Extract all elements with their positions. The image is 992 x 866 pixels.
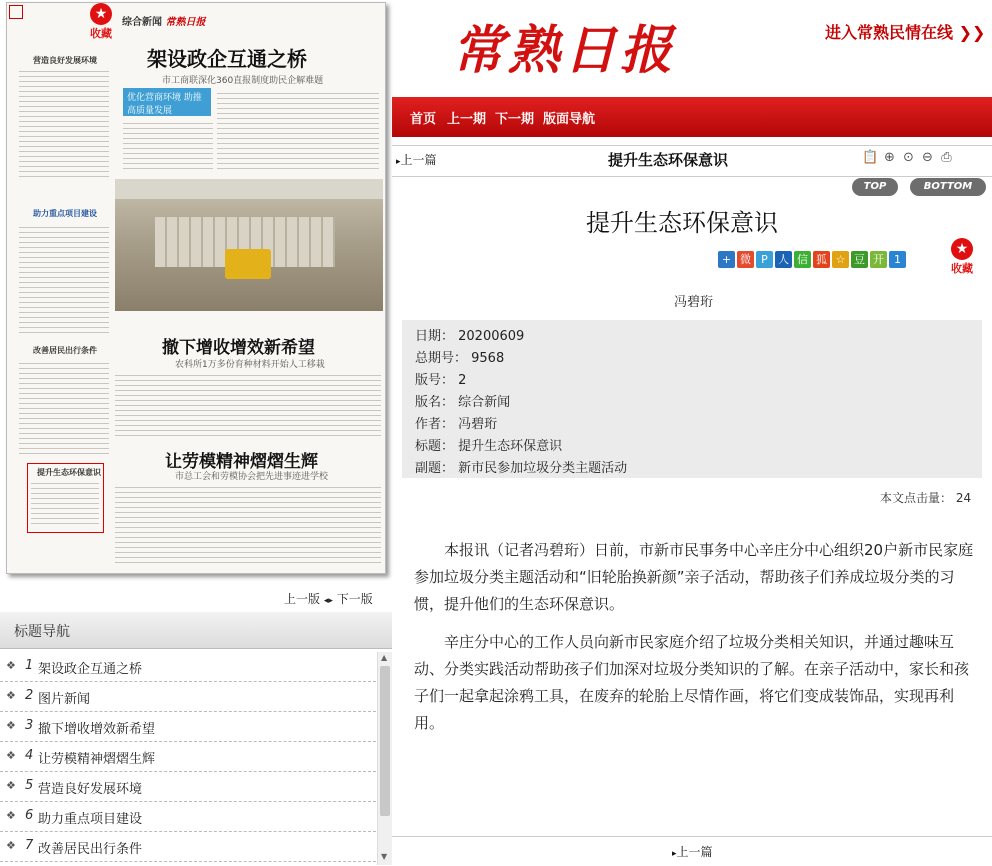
- wechat-icon[interactable]: 信: [794, 251, 811, 268]
- text-column: [19, 361, 109, 457]
- nav-list-item[interactable]: ❖ 7 改善居民出行条件: [0, 832, 376, 862]
- bullet-icon: ❖: [6, 659, 16, 672]
- nav-list-item[interactable]: ❖ 6 助力重点项目建设: [0, 802, 376, 832]
- paper-header: 综合新闻 常熟日报: [122, 17, 206, 28]
- meta-issue-no: 总期号： 9568: [415, 351, 505, 366]
- side-story-title: 助力重点项目建设: [33, 209, 97, 218]
- nav-scrollbar[interactable]: [377, 652, 392, 865]
- share-one-icon[interactable]: 1: [889, 251, 906, 268]
- bottom-button[interactable]: BOTTOM: [910, 178, 986, 196]
- paper-headline3: 让劳模精神熠熠生辉: [165, 452, 318, 472]
- share-icons: [718, 248, 908, 268]
- next-page-link[interactable]: 下一版: [336, 592, 373, 606]
- site-logo[interactable]: 常熟日报: [452, 20, 677, 81]
- paper-subheadline2: 农科所1万多份育种材料开始人工移栽: [175, 360, 325, 370]
- article-paragraph: 辛庄分中心的工作人员向新市民家庭介绍了垃圾分类相关知识，并通过趣味互动、分类实践活动帮助孩子们加深对垃圾分类知识的了解。在亲子活动中，家长和孩子们一起拿起涂鸦工具，在废弃的轮胎上尽情作画，将它们变成装饰品，实现再利用。: [414, 633, 970, 732]
- meta-title: 标题： 提升生态环保意识: [415, 439, 563, 454]
- paper-headline: 架设政企互通之桥: [147, 47, 307, 71]
- prev-article-link[interactable]: ▸上一篇: [396, 153, 437, 167]
- side-story-title: 营造良好发展环境: [33, 56, 97, 65]
- collect-label: 收藏: [951, 262, 973, 275]
- bullet-icon: ❖: [6, 839, 16, 852]
- page-pager: [284, 590, 373, 607]
- share-kaixin-icon[interactable]: 开: [870, 251, 887, 268]
- scroll-up-icon[interactable]: ▲: [381, 653, 388, 662]
- main-nav: [392, 97, 992, 137]
- nav-prev-issue[interactable]: 上一期: [447, 112, 487, 127]
- meta-date: 日期： 20200609: [415, 329, 525, 344]
- zoom-in-icon[interactable]: ⊕: [884, 150, 895, 165]
- text-column: [123, 121, 213, 173]
- notepad-icon[interactable]: 📋: [862, 150, 879, 165]
- text-column: [19, 225, 109, 335]
- share-plus-icon[interactable]: +: [718, 251, 735, 268]
- article-author: 冯碧珩: [674, 295, 714, 310]
- scroll-down-icon[interactable]: ▼: [381, 852, 388, 861]
- expand-icon[interactable]: [9, 5, 23, 19]
- paper-subheadline: 市工商联深化360直报制度助民企解难题: [162, 76, 324, 86]
- title-nav-list: [0, 652, 376, 862]
- paper-preview-area: [0, 0, 392, 605]
- text-column: [115, 373, 381, 439]
- share-sohu-icon[interactable]: 狐: [813, 251, 830, 268]
- prev-article-link-bottom[interactable]: ▸上一篇: [672, 845, 713, 859]
- pager-arrows-icon: ◂▸: [323, 596, 333, 606]
- article-meta: [402, 320, 982, 478]
- meta-author: 作者： 冯碧珩: [415, 417, 498, 432]
- hit-count: 本文点击量： 24: [880, 491, 972, 505]
- douban-icon[interactable]: 豆: [851, 251, 868, 268]
- nav-home[interactable]: 首页: [410, 112, 437, 127]
- share-qzone-icon[interactable]: P: [756, 251, 773, 268]
- share-star-icon[interactable]: ☆: [832, 251, 849, 268]
- text-column: [19, 69, 109, 179]
- collect-label: 收藏: [90, 27, 112, 40]
- nav-list-item[interactable]: ❖ 5 营造良好发展环境: [0, 772, 376, 802]
- zoom-reset-icon[interactable]: ⊙: [903, 150, 914, 165]
- bullet-icon: ❖: [6, 809, 16, 822]
- star-icon: ★: [951, 238, 973, 260]
- live-link[interactable]: 进入常熟民情在线 ❯❯: [825, 23, 986, 42]
- weibo-icon[interactable]: 微: [737, 251, 754, 268]
- scroll-thumb[interactable]: [380, 666, 390, 816]
- bullet-icon: ❖: [6, 689, 16, 702]
- title-nav-header: 标题导航: [0, 612, 392, 649]
- paper-headline2: 撤下增收增效新希望: [162, 338, 315, 358]
- bullet-icon: ❖: [6, 719, 16, 732]
- article-collect-button[interactable]: [950, 238, 974, 276]
- meta-subtitle: 副题： 新市民参加垃圾分类主题活动: [415, 461, 628, 476]
- renren-icon[interactable]: 人: [775, 251, 792, 268]
- nav-list-item[interactable]: ❖ 1 架设政企互通之桥: [0, 652, 376, 682]
- toolbar-title: 提升生态环保意识: [608, 151, 729, 169]
- text-column: [217, 91, 379, 173]
- side-story-title: 提升生态环保意识: [37, 468, 101, 477]
- top-button[interactable]: TOP: [852, 178, 898, 196]
- arrow-icon: ▸: [672, 849, 677, 859]
- article-paragraph: 本报讯（记者冯碧珩）日前，市新市民事务中心辛庄分中心组织20户新市民家庭参加垃圾分类主题活动和“旧轮胎换新颜”亲子活动，帮助孩子们养成垃圾分类的习惯，提升他们的生态环保意识。: [414, 541, 974, 613]
- meta-page-no: 版号： 2: [415, 373, 467, 388]
- collect-button[interactable]: [87, 3, 115, 41]
- article-title: 提升生态环保意识: [586, 209, 778, 237]
- star-icon: ★: [90, 3, 112, 25]
- arrow-icon: ▸: [396, 157, 401, 167]
- nav-list-item[interactable]: ❖ 3 撤下增收增效新希望: [0, 712, 376, 742]
- paper-subheadline3: 市总工会和劳模协会把先进事迹进学校: [175, 472, 329, 482]
- side-story-title: 改善居民出行条件: [33, 346, 97, 355]
- zoom-out-icon[interactable]: ⊖: [922, 150, 933, 165]
- print-icon[interactable]: ⎙: [941, 150, 952, 165]
- paper-blue-box: 优化营商环境 助推高质量发展: [123, 88, 211, 116]
- prev-page-link[interactable]: 上一版: [284, 592, 321, 606]
- bullet-icon: ❖: [6, 779, 16, 792]
- text-column: [115, 485, 381, 567]
- bullet-icon: ❖: [6, 749, 16, 762]
- newspaper-page-image[interactable]: [6, 2, 386, 574]
- nav-next-issue[interactable]: 下一期: [495, 112, 535, 127]
- nav-page-nav[interactable]: 版面导航: [543, 112, 596, 127]
- article-tools: [862, 146, 957, 166]
- text-column: [31, 481, 99, 527]
- nav-list-item[interactable]: ❖ 4 让劳模精神熠熠生辉: [0, 742, 376, 772]
- paper-photo: [115, 179, 383, 311]
- meta-page-name: 版名： 综合新闻: [415, 395, 511, 410]
- nav-list-item[interactable]: ❖ 2 图片新闻: [0, 682, 376, 712]
